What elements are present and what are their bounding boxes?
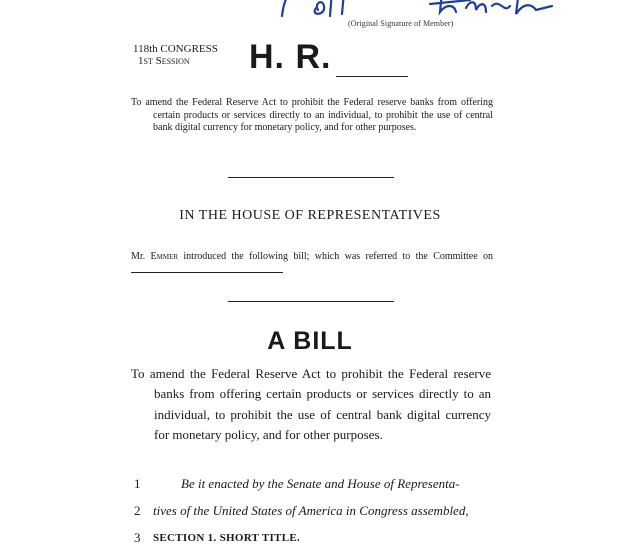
bill-purpose — [131, 364, 491, 446]
summary-text: To amend the Federal Reserve Act to prohibit the Federal reserve banks from offering certain products or services directly to an individual, to prohibit the use of central bank digital currency for monetary policy, and for other purposes. — [131, 97, 493, 134]
bill-number-blank — [336, 76, 408, 77]
divider — [228, 177, 394, 178]
line-number: 2 — [134, 503, 141, 518]
congress-label: 118th CONGRESS — [133, 43, 218, 55]
section-heading: SECTION 1. SHORT TITLE. — [153, 532, 301, 544]
bill-summary — [131, 97, 493, 135]
committee-blank — [131, 263, 283, 273]
purpose-text: To amend the Federal Reserve Act to prohibit the Federal reserve banks from offering certain products or services directly to an individual, to prohibit the use of central bank digital currency for monetary policy, and for other purposes. — [131, 366, 491, 443]
bill-number: H. R. — [249, 38, 332, 76]
chamber-heading: IN THE HOUSE OF REPRESENTATIVES — [179, 208, 441, 223]
introduction-paragraph — [131, 250, 493, 277]
enacting-clause-line: Be it enacted by the Senate and House of Representa- — [181, 476, 460, 491]
intro-text: introduced the following bill; which was referred to the Committee on — [178, 251, 493, 262]
congress-session-block — [133, 43, 218, 67]
bill-heading: A BILL — [267, 327, 353, 355]
line-number: 3 — [134, 530, 141, 545]
session-label: 1st Session — [138, 55, 190, 67]
sponsor-name: Emmer — [150, 251, 179, 262]
intro-prefix: Mr. — [131, 251, 151, 262]
signature-caption: (Original Signature of Member) — [348, 19, 454, 28]
enacting-clause-line: tives of the United States of America in Congress assembled, — [153, 503, 469, 518]
line-number: 1 — [134, 476, 141, 491]
divider — [228, 301, 394, 302]
